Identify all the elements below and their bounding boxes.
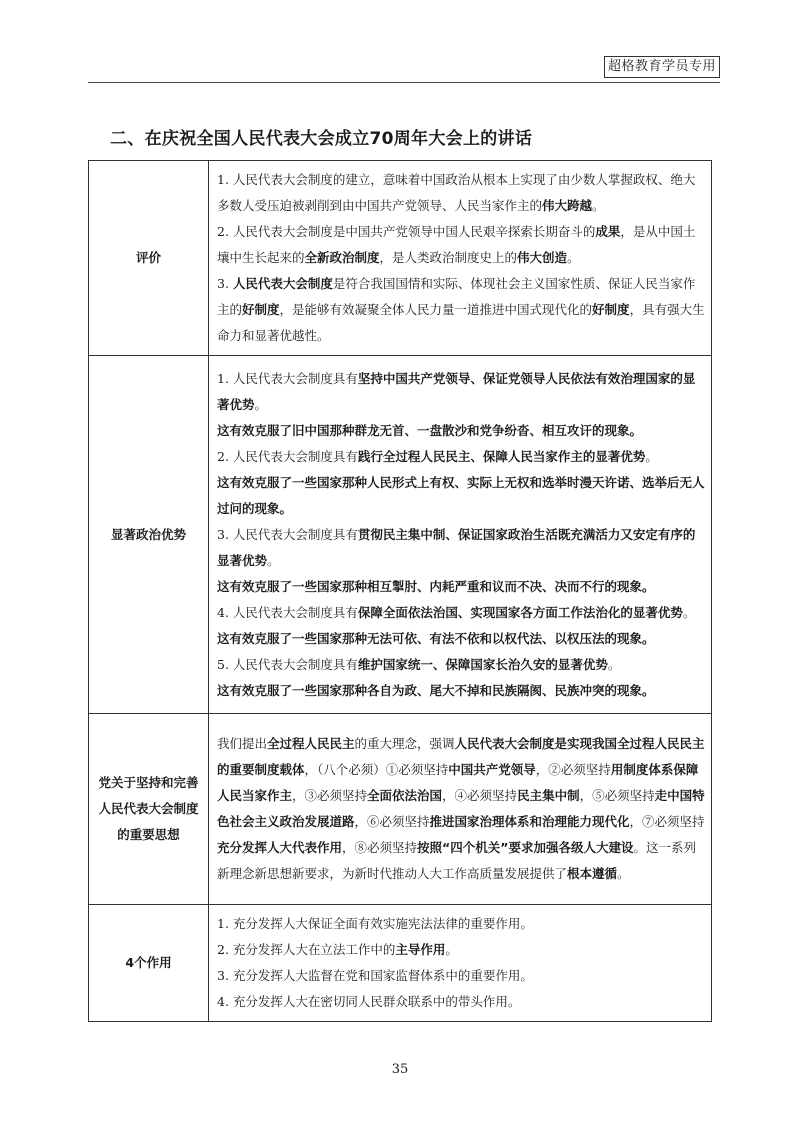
bold-text: 维护国家统一、保障国家长治久安的显著优势 [357, 656, 608, 672]
bold-text: 践行全过程人民民主、保障人民当家作主的显著优势 [357, 448, 646, 464]
paragraph [217, 652, 705, 678]
header-tag: 超格教育学员专用 [604, 56, 720, 78]
bold-text: 主导作用 [395, 942, 446, 957]
paragraph [217, 626, 705, 652]
bold-text: 用制度体系保障人民当家作主 [217, 762, 699, 803]
text: 。 [254, 396, 268, 412]
bold-text: 这有效克服了一些国家那种各自为政、尾大不掉和民族隔阂、民族冲突的现象。 [217, 682, 655, 698]
bold-text: 人民代表大会制度 [232, 276, 333, 291]
bold-text: 成果 [595, 224, 621, 239]
text: 2. 充分发挥人大在立法工作中的 [217, 942, 396, 957]
paragraph [217, 271, 705, 349]
paragraph [217, 678, 705, 704]
row-label: 4个作用 [89, 905, 209, 1022]
text: ，（八个必须）①必须坚持 [304, 762, 449, 777]
text: ，⑥必须坚持 [354, 814, 430, 829]
text: 。 [607, 656, 621, 672]
bold-text: 推进国家治理体系和治理能力现代化 [429, 814, 630, 829]
bold-text: 全面依法治国 [367, 788, 443, 803]
text: 1. 人民代表大会制度的建立，意味着中国政治从根本上实现了由少数人掌握政权、绝大多数人受压迫被剥削到由中国共产党领导、人民当家作主的 [217, 172, 696, 213]
bold-text: 这有效克服了旧中国那种群龙无首、一盘散沙和党争纷沓、相互攻讦的现象。 [217, 422, 643, 438]
paragraph [217, 989, 705, 1015]
paragraph [217, 167, 705, 219]
row-label: 党关于坚持和完善人民代表大会制度的重要思想 [89, 714, 209, 905]
paragraph [217, 470, 705, 522]
content-table [88, 160, 712, 1022]
table-row [89, 161, 712, 356]
paragraph [217, 963, 705, 989]
text: 4. 充分发挥人大在密切同人民群众联系中的带头作用。 [217, 994, 521, 1009]
bold-text: 充分发挥人大代表作用 [217, 840, 343, 855]
table-row [89, 905, 712, 1022]
paragraph [217, 937, 705, 963]
text: 。 [567, 250, 580, 265]
text: 的重大理念，强调 [354, 736, 455, 751]
paragraph [217, 911, 705, 937]
text: 。 [645, 448, 658, 464]
page-number: 35 [391, 1062, 409, 1077]
text: ，②必须坚持 [535, 762, 611, 777]
bold-text: 伟大跨越 [542, 198, 593, 213]
text: 3. 人民代表大会制度具有 [217, 526, 358, 542]
row-content [209, 161, 712, 356]
text: 。 [617, 866, 630, 881]
bold-text: 伟大创造 [517, 250, 568, 265]
bold-text: 根本遵循 [567, 866, 618, 881]
text: ，③必须坚持 [292, 788, 368, 803]
bold-text: 保障全面依法治国、实现国家各方面工作法治化的显著优势 [357, 604, 683, 620]
paragraph [217, 600, 705, 626]
bold-text: 人民代表大会制度是实现我国全过程人民民主的重要制度载体 [217, 736, 705, 777]
text: ，⑤必须坚持 [579, 788, 655, 803]
bold-text: 全新政治制度 [304, 250, 380, 265]
text: 2. 人民代表大会制度具有 [217, 448, 358, 464]
paragraph [217, 219, 705, 271]
paragraph [217, 574, 705, 600]
text: 。 [682, 604, 696, 620]
bold-text: 贯彻民主集中制、保证国家政治生活既充满活力又安定有序的显著优势 [217, 526, 696, 568]
bold-text: 好制度 [242, 302, 280, 317]
text: ，是从中国土壤中生长起来的 [217, 224, 696, 265]
text: ，具有强大生命力和显著优越性。 [217, 302, 705, 343]
table-row [89, 356, 712, 714]
text: 。 [592, 198, 605, 213]
bold-text: 坚持中国共产党领导、保证党领导人民依法有效治理国家的显著优势 [217, 370, 696, 412]
header-divider [88, 82, 720, 83]
text: ，④必须坚持 [442, 788, 518, 803]
bold-text: 按照“四个机关”要求加强各级人大建设 [417, 840, 634, 855]
bold-text: 好制度 [592, 302, 630, 317]
text: 。这一系列新理念新思想新要求，为新时代推动人大工作高质量发展提供了 [217, 840, 696, 881]
text: ，是人类政治制度史上的 [379, 250, 518, 265]
row-content [209, 356, 712, 714]
text: 5. 人民代表大会制度具有 [217, 656, 358, 672]
table-row [89, 714, 712, 905]
paragraph [217, 444, 705, 470]
row-content [209, 714, 712, 905]
text: 2. 人民代表大会制度是中国共产党领导中国人民艰辛探索长期奋斗的 [217, 224, 596, 239]
text: ，是能够有效凝聚全体人民力量一道推进中国式现代化的 [279, 302, 593, 317]
text: 。 [445, 942, 458, 957]
bold-text: 这有效克服了一些国家那种无法可依、有法不依和以权代法、以权压法的现象。 [217, 630, 655, 646]
row-label: 评价 [89, 161, 209, 356]
text: ，⑧必须坚持 [342, 840, 418, 855]
paragraph [217, 731, 705, 887]
text: 3. [217, 276, 233, 291]
bold-text: 这有效克服了一些国家那种相互掣肘、内耗严重和议而不决、决而不行的现象。 [217, 578, 655, 594]
text: 1. 充分发挥人大保证全面有效实施宪法法律的重要作用。 [217, 916, 533, 931]
text: 是符合我国国情和实际、体现社会主义国家性质、保证人民当家作主的 [217, 276, 696, 317]
text: 。 [267, 552, 280, 568]
page-title: 二、在庆祝全国人民代表大会成立70周年大会上的讲话 [110, 129, 533, 149]
bold-text: 民主集中制 [517, 788, 580, 803]
text: 我们提出 [217, 736, 268, 751]
text: 3. 充分发挥人大监督在党和国家监督体系中的重要作用。 [217, 968, 533, 983]
row-label: 显著政治优势 [89, 356, 209, 714]
text: ，⑦必须坚持 [629, 814, 705, 829]
bold-text: 中国共产党领导 [448, 762, 536, 777]
bold-text: 走中国特色社会主义政治发展道路 [217, 788, 705, 829]
bold-text: 这有效克服了一些国家那种人民形式上有权、实际上无权和选举时漫天许诺、选举后无人过问的现象。 [217, 474, 705, 516]
paragraph [217, 418, 705, 444]
text: 1. 人民代表大会制度具有 [217, 370, 358, 386]
paragraph [217, 366, 705, 418]
text: 4. 人民代表大会制度具有 [217, 604, 358, 620]
row-content [209, 905, 712, 1022]
paragraph [217, 522, 705, 574]
bold-text: 全过程人民民主 [267, 736, 355, 751]
